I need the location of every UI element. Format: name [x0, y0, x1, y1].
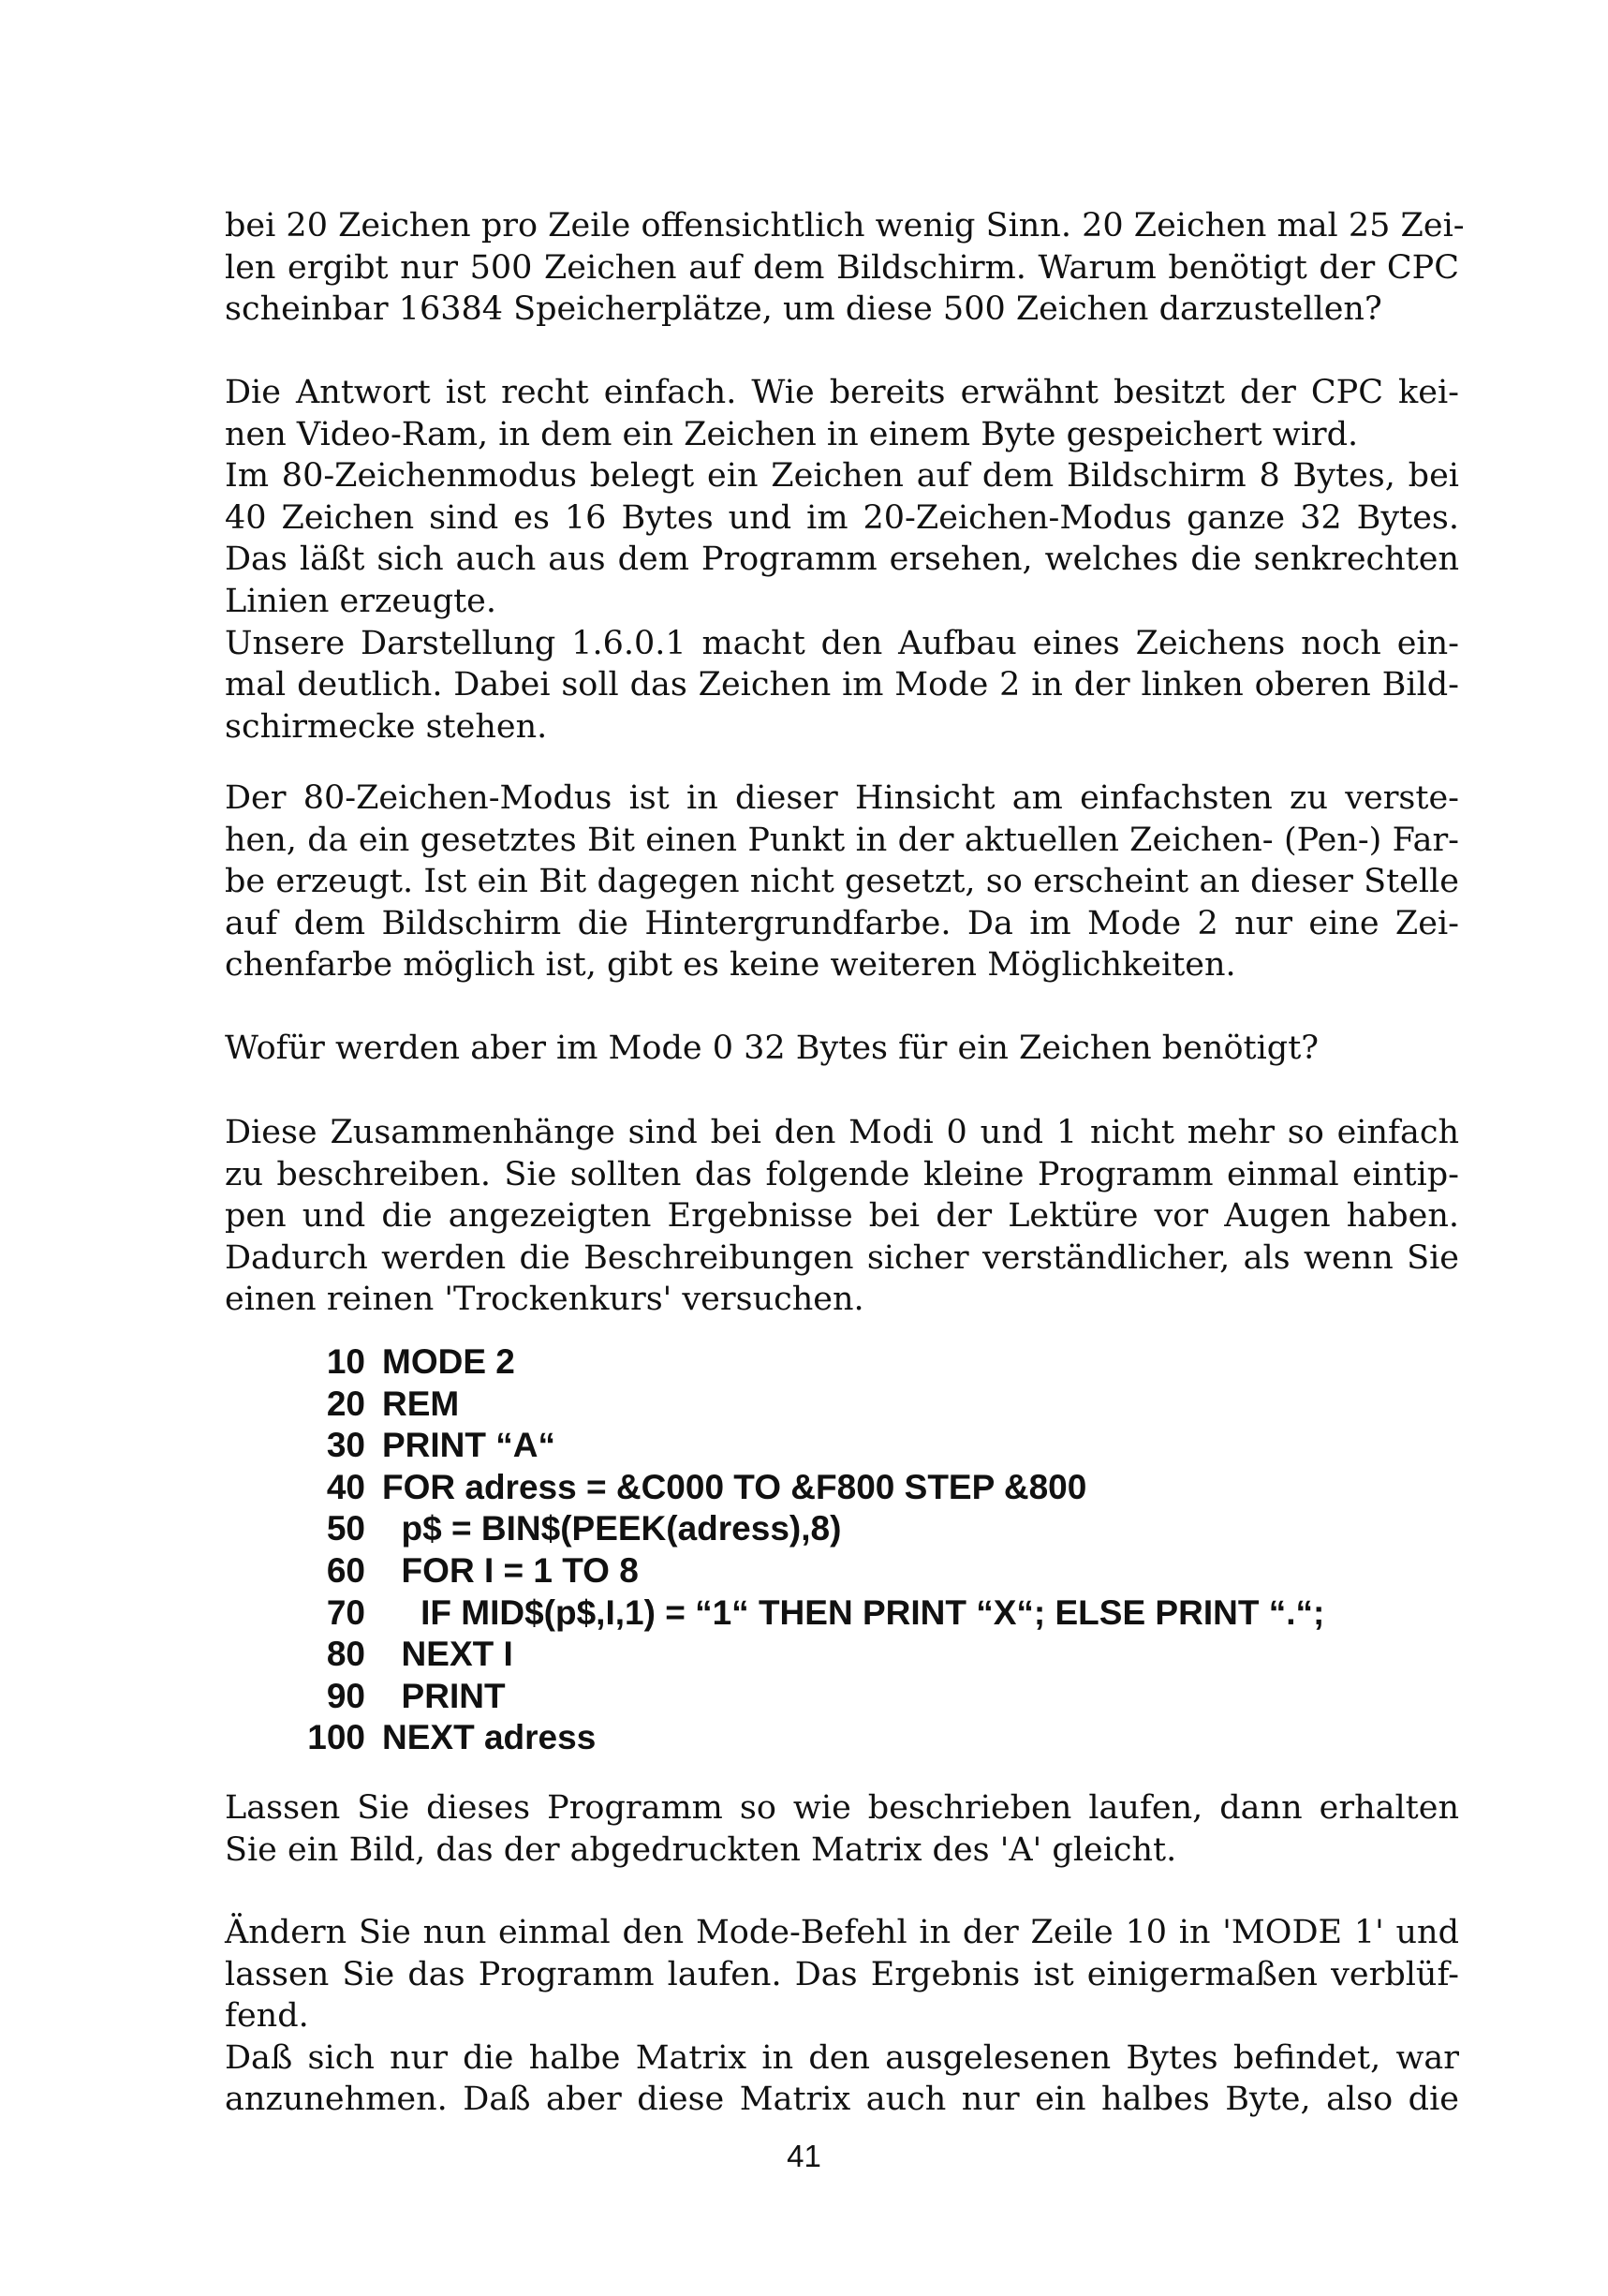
paragraph-mode-1 — [225, 1912, 1459, 2121]
text-line: Wofür werden aber im Mode 0 32 Bytes für ein Zeichen benötigt? — [225, 1029, 1320, 1067]
text-line: len ergibt nur 500 Zeichen auf dem Bildschirm. Warum benötigt der CPC — [225, 248, 1459, 287]
text-line: einen reinen 'Trockenkurs' versuchen. — [225, 1281, 864, 1319]
text-line: chenfarbe möglich ist, gibt es keine weiteren Möglichkeiten. — [225, 946, 1236, 985]
text-line: 40 Zeichen sind es 16 Bytes und im 20-Zeichen-Modus ganze 32 Bytes. — [225, 498, 1459, 537]
line-code: FOR adress = &C000 TO &F800 STEP &800 — [382, 1467, 1087, 1506]
line-number: 40 — [326, 1467, 365, 1506]
text-line: auf dem Bildschirm die Hintergrundfarbe. Da im Mode 2 nur eine Zei- — [225, 904, 1459, 942]
text-line: anzunehmen. Daß aber diese Matrix auch nur ein halbes Byte, also die — [225, 2081, 1459, 2119]
line-number: 30 — [326, 1426, 365, 1465]
line-number: 80 — [326, 1635, 365, 1674]
text-line: pen und die angezeigten Ergebnisse bei der Lektüre vor Augen haben. — [225, 1197, 1459, 1236]
program-line — [281, 1341, 1324, 1384]
program-line — [281, 1592, 1324, 1635]
line-code: NEXT adress — [382, 1718, 597, 1757]
line-code: PRINT — [382, 1676, 506, 1715]
text-line: Daß sich nur die halbe Matrix in den ausgelesenen Bytes befindet, war — [225, 2038, 1459, 2077]
line-number: 60 — [326, 1550, 365, 1590]
text-line: zu beschreiben. Sie sollten das folgende kleine Programm einmal eintip- — [225, 1155, 1459, 1193]
text-line: hen, da ein gesetztes Bit einen Punkt in der aktuellen Zeichen- (Pen-) Far- — [225, 821, 1459, 859]
line-code: IF MID$(p$,I,1) = “1“ THEN PRINT “X“; ELSE PRINT “.“; — [382, 1592, 1325, 1632]
line-number: 70 — [326, 1592, 365, 1632]
program-line — [281, 1425, 1324, 1467]
paragraph-question — [225, 1028, 1459, 1070]
text-line: be erzeugt. Ist ein Bit dagegen nicht gesetzt, so erscheint an dieser Stelle — [225, 863, 1459, 901]
text-line: Unsere Darstellung 1.6.0.1 macht den Aufbau eines Zeichens noch ein- — [225, 624, 1459, 662]
text-line: schirmecke stehen. — [225, 707, 548, 746]
text-line: mal deutlich. Dabei soll das Zeichen im Mode 2 in der linken oberen Bild- — [225, 666, 1459, 704]
program-line — [281, 1717, 1324, 1759]
line-code: p$ = BIN$(PEEK(adress),8) — [382, 1509, 842, 1548]
text-line: nen Video-Ram, in dem ein Zeichen in einem Byte gespeichert wird. — [225, 415, 1359, 453]
line-code: REM — [382, 1384, 460, 1423]
program-line — [281, 1676, 1324, 1718]
line-number: 20 — [326, 1384, 365, 1423]
paragraph-answer — [225, 372, 1459, 748]
text-line: Linien erzeugte. — [225, 582, 496, 620]
program-line — [281, 1634, 1324, 1676]
text-line: Diese Zusammenhänge sind bei den Modi 0 und 1 nicht mehr so einfach — [225, 1114, 1459, 1151]
page-number: 41 — [787, 2139, 821, 2173]
paragraph-intro — [225, 205, 1465, 331]
text-line: Dadurch werden die Beschreibungen sicher verständlicher, als wenn Sie — [225, 1238, 1459, 1277]
text-line: Sie ein Bild, das der abgedruckten Matrix des 'A' gleicht. — [225, 1830, 1177, 1869]
text-line: Ändern Sie nun einmal den Mode-Befehl in der Zeile 10 in 'MODE 1' und — [225, 1914, 1459, 1951]
line-code: NEXT I — [382, 1635, 513, 1674]
line-number: 100 — [307, 1718, 365, 1757]
line-code: FOR I = 1 TO 8 — [382, 1550, 639, 1590]
text-line: Im 80-Zeichenmodus belegt ein Zeichen auf dem Bildschirm 8 Bytes, bei — [225, 457, 1459, 496]
text-line: lassen Sie das Programm laufen. Das Ergebnis ist einigermaßen verblüf- — [225, 1955, 1459, 1993]
program-line — [281, 1467, 1324, 1509]
text-line: fend. — [225, 1997, 309, 2036]
program-line — [281, 1508, 1324, 1550]
text-line: Der 80-Zeichen-Modus ist in dieser Hinsicht am einfachsten zu verste- — [225, 779, 1459, 817]
text-line: Lassen Sie dieses Programm so wie beschrieben laufen, dann erhalten — [225, 1789, 1459, 1827]
line-number: 90 — [326, 1676, 365, 1715]
program-line — [281, 1384, 1324, 1426]
text-line: scheinbar 16384 Speicherplätze, um diese 500 Zeichen darzustellen? — [225, 290, 1382, 329]
text-line: Die Antwort ist recht einfach. Wie bereits erwähnt besitzt der CPC kei- — [225, 374, 1459, 411]
paragraph-program-intro — [225, 1112, 1459, 1321]
paragraph-80-char-mode — [225, 778, 1459, 986]
line-number: 10 — [326, 1342, 365, 1381]
text-line: bei 20 Zeichen pro Zeile offensichtlich wenig Sinn. 20 Zeichen mal 25 Zei- — [225, 207, 1465, 244]
line-code: PRINT “A“ — [382, 1426, 555, 1465]
basic-program-listing — [281, 1341, 1324, 1759]
text-line: Das läßt sich auch aus dem Programm ersehen, welches die senkrechten — [225, 541, 1459, 579]
line-number: 50 — [326, 1509, 365, 1548]
paragraph-run-program — [225, 1787, 1459, 1871]
program-line — [281, 1550, 1324, 1592]
line-code: MODE 2 — [382, 1342, 515, 1381]
